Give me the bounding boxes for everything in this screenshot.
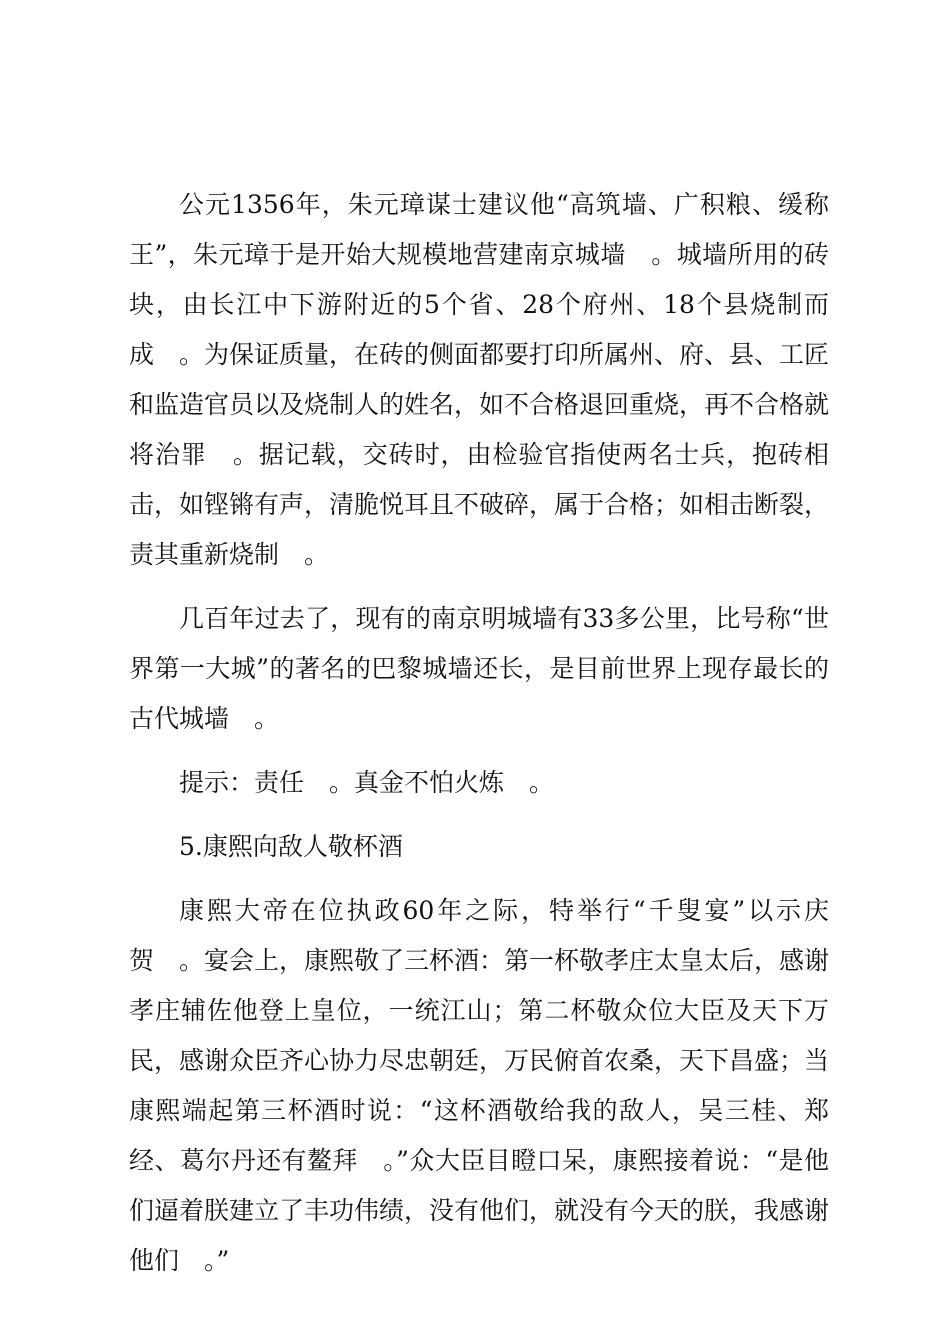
- paragraph-city-wall-length: 几百年过去了，现有的南京明城墙有33多公里，比号称“世界第一大城”的著名的巴黎城墙还长，是目前世界上现存最长的古代城墙 。: [129, 604, 829, 733]
- paragraph-city-wall-bricks: 公元1356年，朱元璋谋士建议他“高筑墙、广积粮、缓称王”，朱元璋于是开始大规模地营建南京城墙 。城墙所用的砖块，由长江中下游附近的5个省、28个府州、18个县烧制而成 。为保证质量，在砖的侧面都要打印所属州、府、县、工匠和监造官员以及烧制人的姓名，如不合格退回重烧，再不合格就将治罪 。据记载，交砖时，由检验官指使两名士兵，抱砖相击，如铿锵有声，清脆悦耳且不破碎，属于合格；如相击断裂，责其重新烧制 。: [129, 190, 830, 569]
- paragraph-kangxi-toast: 康熙大帝在位执政60年之际，特举行“千叟宴”以示庆贺 。宴会上，康熙敬了三杯酒：第一杯敬孝庄太皇太后，感谢孝庄辅佐他登上皇位，一统江山；第二杯敬众位大臣及天下万民，感谢众臣齐心协力尽忠朝廷，万民俯首农桑，天下昌盛；当康熙端起第三杯酒时说：“这杯酒敬给我的敌人，吴三桂、郑经、葛尔丹还有鳌拜 。”众大臣目瞪口呆，康熙接着说：“是他们逼着朕建立了丰功伟绩，没有他们，就没有今天的朕，我感谢他们 。”: [129, 896, 830, 1275]
- section-heading: 5.康熙向敌人敬杯酒: [179, 832, 403, 861]
- paragraph-hint: 提示：责任 。真金不怕火炼 。: [179, 768, 555, 797]
- document-body: [129, 180, 829, 1300]
